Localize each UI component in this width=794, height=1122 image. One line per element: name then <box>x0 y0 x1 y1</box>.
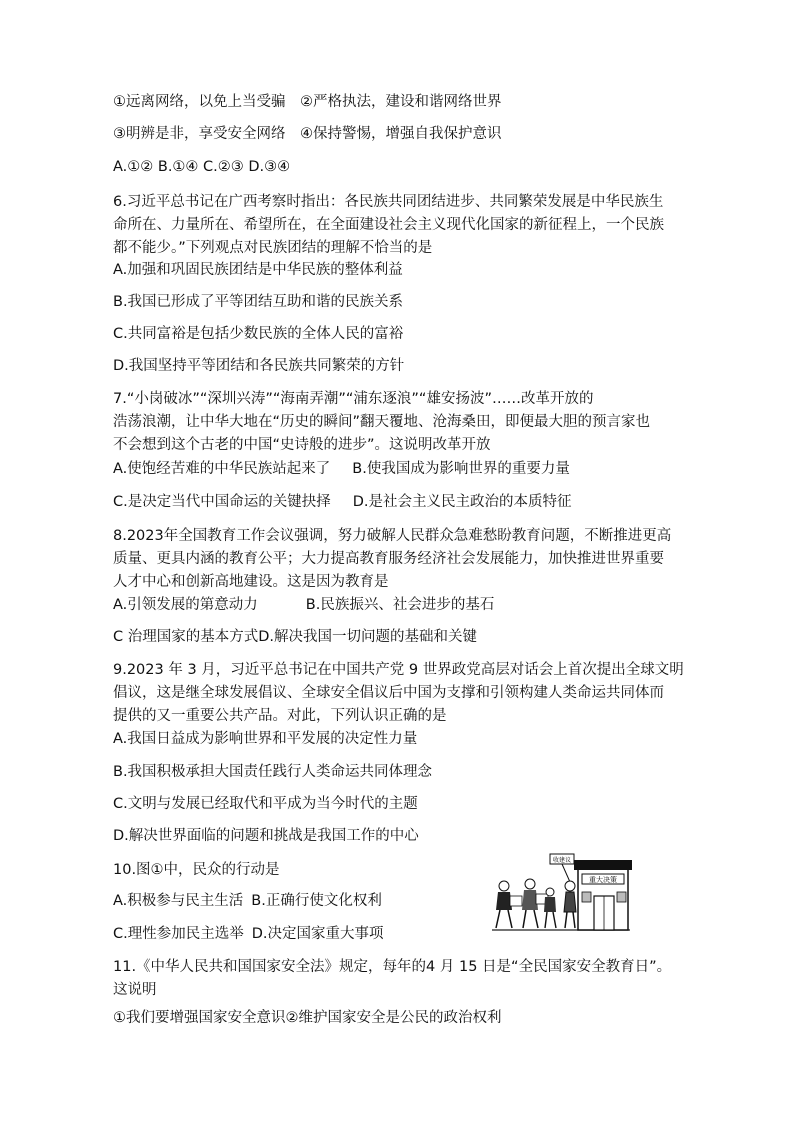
q6-option-a: A.加强和巩固民族团结是中华民族的整体利益 <box>113 262 403 278</box>
q5-options: A.①② B.①④ C.②③ D.③④ <box>113 159 291 175</box>
q8-options-row-1 <box>113 595 494 615</box>
q7-options-row-1 <box>113 459 570 479</box>
q6-option-c: C.共同富裕是包括少数民族的全体人民的富裕 <box>113 326 404 342</box>
q10-option-c: C.理性参加民主选举 <box>113 926 244 942</box>
q11-stem-line-1: 11.《中华人民共和国国家安全法》规定，每年的4 月 15 日是“全民国家安全教育日”。 <box>113 959 672 975</box>
q7-option-d: D.是社会主义民主政治的本质特征 <box>352 494 572 510</box>
q7-option-c: C.是决定当代中国命运的关键抉择 <box>113 494 331 510</box>
q9-option-b: B.我国积极承担大国责任践行人类命运共同体理念 <box>113 764 433 780</box>
q7-option-a: A.使饱经苦难的中华民族站起来了 <box>113 461 331 477</box>
q8-stem-line-3: 人才中心和创新高地建设。这是因为教育是 <box>113 574 389 590</box>
q10-options-row-2 <box>113 924 384 944</box>
q7-option-b: B.使我国成为影响世界的重要力量 <box>352 461 570 477</box>
q9-stem-line-3: 提供的又一重要公共产品。对此，下列认识正确的是 <box>113 708 447 724</box>
cartoon-banner-text: 重大决策 <box>589 876 617 884</box>
q5-choice-line-1: ①远离网络，以免上当受骗 ②严格执法，建设和谐网络世界 <box>113 94 502 110</box>
q6-option-b: B.我国已形成了平等团结互助和谐的民族关系 <box>113 294 404 310</box>
q8-stem-line-1: 8.2023年全国教育工作会议强调，努力破解人民群众急难愁盼教育问题，不断推进更高 <box>113 528 672 544</box>
q8-option-b: B.民族振兴、社会进步的基石 <box>305 597 495 613</box>
q7-stem-line-3: 不会想到这个古老的中国“史诗般的进步”。这说明改革开放 <box>113 437 491 453</box>
q11-choice-line-1: ①我们要增强国家安全意识②维护国家安全是公民的政治权利 <box>113 1010 502 1026</box>
q10-option-d: D.决定国家重大事项 <box>251 926 384 942</box>
q8-option-a: A.引领发展的第意动力 <box>113 597 258 613</box>
q10-option-a: A.积极参与民主生活 <box>113 893 244 909</box>
q10-options-row-1 <box>113 891 382 911</box>
q8-stem-line-2: 质量、更具内涵的教育公平；大力提高教育服务经济社会发展能力，加快推进世界重要 <box>113 551 664 567</box>
q6-option-d: D.我国坚持平等团结和各民族共同繁荣的方针 <box>113 358 405 374</box>
q9-option-c: C.文明与发展已经取代和平成为当今时代的主题 <box>113 796 418 812</box>
cartoon-sign-text: 收建议 <box>552 857 572 864</box>
q6-stem-line-2: 命所在、力量所在、希望所在，在全面建设社会主义现代化国家的新征程上，一个民族 <box>113 217 664 233</box>
q10-option-b: B.正确行使文化权利 <box>251 893 382 909</box>
q7-stem-line-1: 7.“小岗破冰”“深圳兴涛”“海南弄潮”“浦东逐浪”“雄安扬波”……改革开放的 <box>113 391 594 407</box>
q9-option-d: D.解决世界面临的问题和挑战是我国工作的中心 <box>113 828 419 844</box>
q9-option-a: A.我国日益成为影响世界和平发展的决定性力量 <box>113 731 418 747</box>
q10-stem: 10.图①中，民众的行动是 <box>113 862 280 878</box>
q9-stem-line-1: 9.2023 年 3 月，习近平总书记在中国共产党 9 世界政党高层对话会上首次提出全球文明 <box>113 662 684 678</box>
q10-cartoon-illustration <box>490 852 632 934</box>
q8-options-row-2: C 治理国家的基本方式D.解决我国一切问题的基础和关键 <box>113 629 478 645</box>
q9-stem-line-2: 倡议，这是继全球发展倡议、全球安全倡议后中国为支撑和引领构建人类命运共同体而 <box>113 685 664 701</box>
q5-choice-line-2: ③明辨是非，享受安全网络 ④保持警惕，增强自我保护意识 <box>113 126 502 142</box>
q7-stem-line-2: 浩荡浪潮，让中华大地在“历史的瞬间”翻天覆地、沧海桑田，即便最大胆的预言家也 <box>113 414 651 430</box>
q6-stem-line-1: 6.习近平总书记在广西考察时指出：各民族共同团结进步、共同繁荣发展是中华民族生 <box>113 194 664 210</box>
q11-stem-line-2: 这说明 <box>113 982 157 998</box>
q7-options-row-2 <box>113 492 572 512</box>
q6-stem-line-3: 都不能少。”下列观点对民族团结的理解不恰当的是 <box>113 240 433 256</box>
